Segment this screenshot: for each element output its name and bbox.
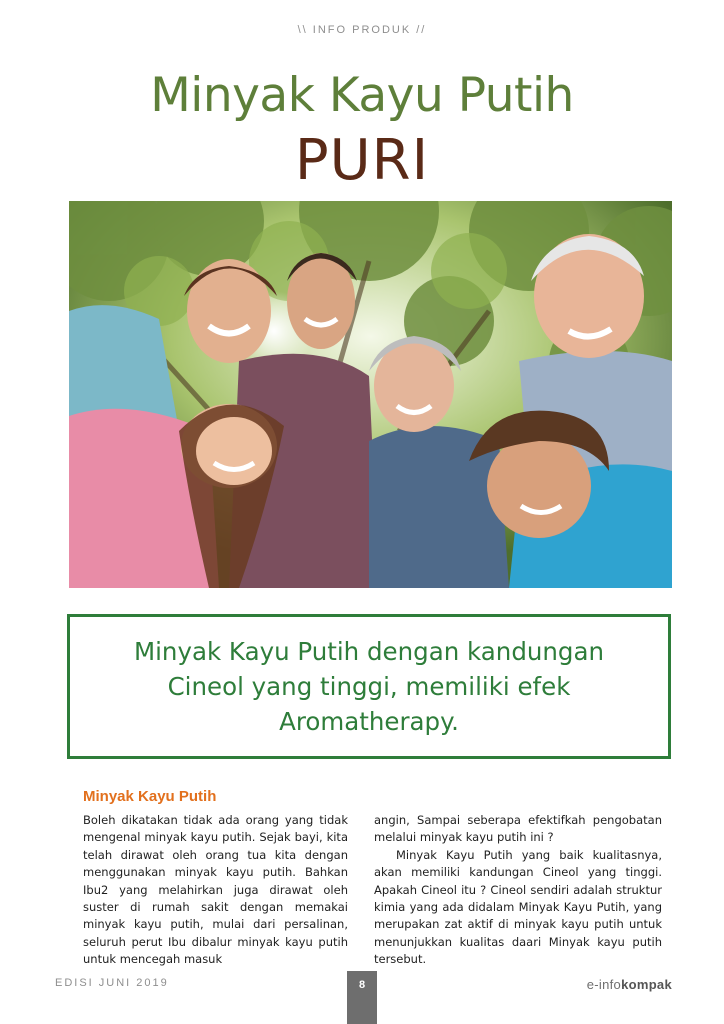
page-number: 8 — [347, 971, 377, 1024]
article-heading: Minyak Kayu Putih — [83, 788, 217, 805]
brand-title: PURI — [294, 128, 430, 193]
page-title: Minyak Kayu Putih — [150, 68, 574, 123]
footer-edition: EDISI JUNI 2019 — [55, 977, 169, 989]
pull-quote-text: Minyak Kayu Putih dengan kandungan Cineol yang tinggi, memiliki efek Aromatherapy. — [133, 637, 605, 736]
article-column-left — [83, 812, 348, 969]
article-paragraph: Boleh dikatakan tidak ada orang yang tidak mengenal minyak kayu putih. Sejak bayi, kita telah dirawat oleh orang tua kita dengan menggunakan minyak kayu putih. Bahkan Ibu2 yang melahirkan juga dirawat oleh suster di rumah sakit dengan memakai minyak kayu putih, mulai dari persalinan, seluruh perut Ibu dibalur minyak kayu putih untuk mencegah masuk — [83, 813, 348, 967]
article-paragraph: Minyak Kayu Putih yang baik kualitasnya, akan memiliki kandungan Cineol yang tinggi. Apakah Cineol itu ? Cineol sendiri adalah struktur kimia yang ada didalam Minyak Kayu Putih, yang merupakan zat aktif di minyak kayu putih untuk menunjukkan kualitas daari Minyak kayu putih tersebut. — [374, 847, 662, 967]
family-photo-illustration — [69, 201, 672, 588]
article-paragraph: angin, Sampai seberapa efektifkah pengobatan melalui minyak kayu putih ini ? — [374, 813, 662, 845]
footer-brand — [587, 977, 672, 992]
pull-quote-box — [67, 614, 671, 759]
section-tag: \\ INFO PRODUK // — [297, 24, 427, 36]
article-column-right — [374, 812, 662, 969]
footer-brand-prefix: e-info — [586, 977, 622, 992]
footer-brand-bold: kompak — [621, 977, 672, 992]
family-photo — [69, 201, 672, 588]
